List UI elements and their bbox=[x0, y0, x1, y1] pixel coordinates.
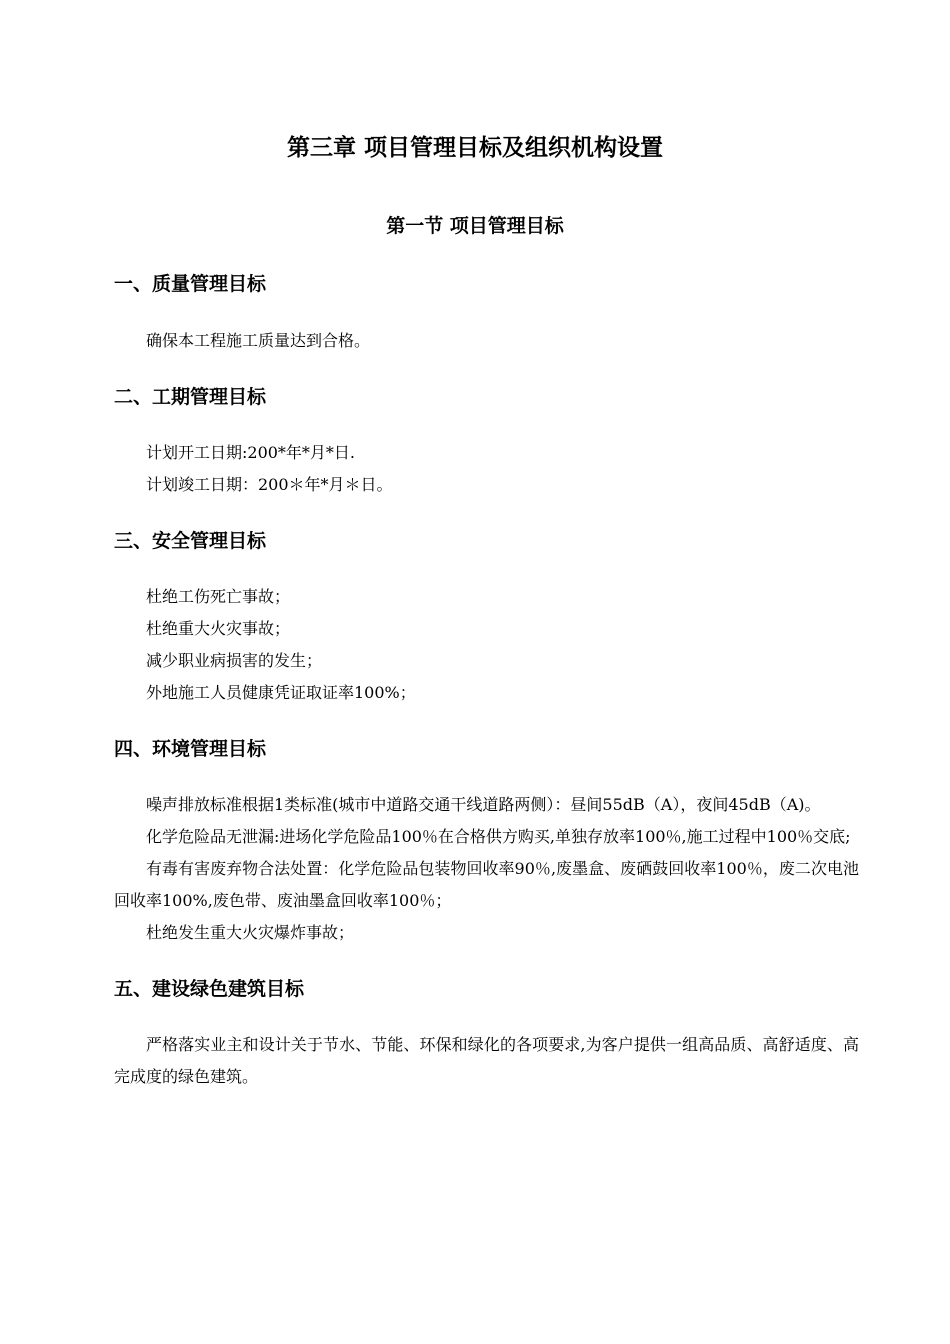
section-title: 第一节 项目管理目标 bbox=[386, 215, 564, 237]
paragraph: 严格落实业主和设计关于节水、节能、环保和绿化的各项要求,为客户提供一组高品质、高舒适度、高完成度的绿色建筑。 bbox=[114, 1035, 859, 1086]
paragraph: 化学危险品无泄漏:进场化学危险品100％在合格供方购买,单独存放率100％,施工过程中100％交底; bbox=[146, 827, 851, 846]
schedule-target-body bbox=[114, 437, 859, 501]
heading-safety-target: 三、安全管理目标 bbox=[114, 530, 267, 552]
document-content bbox=[114, 268, 859, 1093]
heading-environment-target: 四、环境管理目标 bbox=[114, 738, 267, 760]
heading-schedule-target: 二、工期管理目标 bbox=[114, 386, 267, 408]
chapter-title: 第三章 项目管理目标及组织机构设置 bbox=[286, 135, 663, 161]
green-building-target-body bbox=[114, 1029, 859, 1093]
paragraph: 有毒有害废弃物合法处置：化学危险品包装物回收率90％,废墨盒、废硒鼓回收率100％，废二次电池回收率100%,废色带、废油墨盒回收率100％； bbox=[114, 859, 859, 910]
heading-quality-target: 一、质量管理目标 bbox=[114, 273, 267, 295]
heading-green-building-target: 五、建设绿色建筑目标 bbox=[114, 978, 305, 1000]
paragraph: 外地施工人员健康凭证取证率100%； bbox=[146, 683, 416, 702]
paragraph: 计划开工日期:200*年*月*日. bbox=[146, 443, 356, 462]
paragraph: 计划竣工日期：200＊年*月＊日。 bbox=[146, 475, 393, 494]
quality-target-body bbox=[114, 325, 859, 357]
paragraph: 减少职业病损害的发生； bbox=[146, 651, 323, 670]
paragraph: 杜绝重大火灾事故； bbox=[146, 619, 291, 638]
paragraph: 杜绝工伤死亡事故； bbox=[146, 587, 291, 606]
environment-target-body bbox=[114, 789, 859, 949]
paragraph: 杜绝发生重大火灾爆炸事故； bbox=[146, 923, 355, 942]
paragraph: 确保本工程施工质量达到合格。 bbox=[146, 331, 371, 350]
safety-target-body bbox=[114, 581, 859, 709]
paragraph: 噪声排放标准根据1类标准(城市中道路交通干线道路两侧）：昼间55dB（A），夜间45dB（A)。 bbox=[146, 795, 821, 814]
